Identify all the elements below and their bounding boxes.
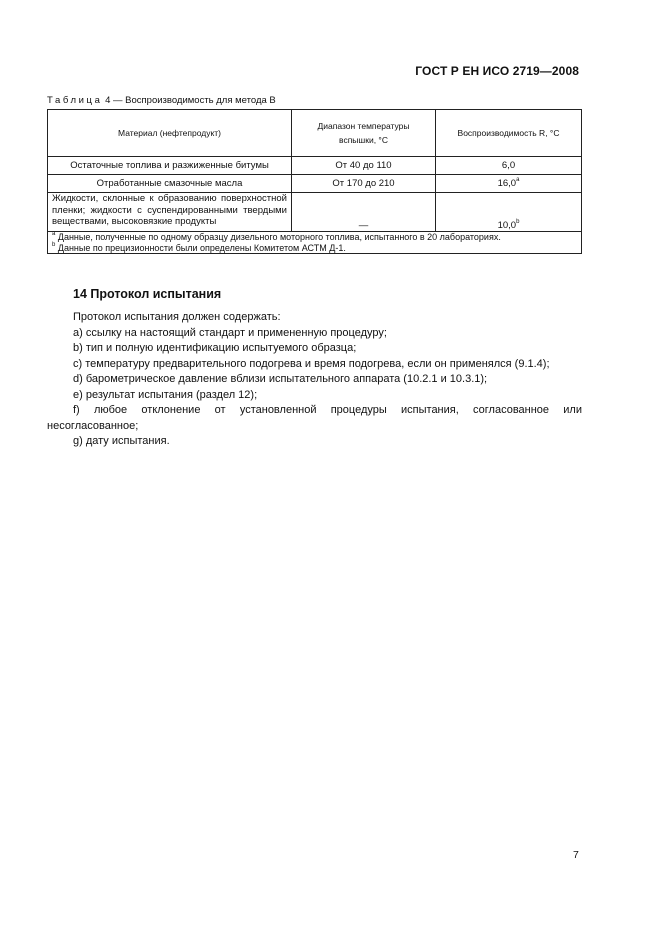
footnote-mark: a bbox=[516, 177, 520, 183]
table-note-text: Данные по прецизионности были определены Комитетом АСТМ Д-1. bbox=[57, 242, 346, 253]
list-item: b) тип и полную идентификацию испытуемого образца; bbox=[73, 342, 357, 354]
cell-reproducibility bbox=[436, 175, 582, 193]
cell-range: От 40 до 110 bbox=[292, 157, 436, 175]
cell-material: Отработанные смазочные масла bbox=[48, 175, 292, 193]
cell-value: 10,0 bbox=[497, 220, 517, 231]
cell-range: От 170 до 210 bbox=[292, 175, 436, 193]
table-note bbox=[52, 243, 577, 254]
section-title: 14 Протокол испытания bbox=[73, 287, 222, 301]
list-item: f) любое отклонение от установленной процедуры испытания, согласованное или несогласованное; bbox=[47, 404, 582, 432]
cell-reproducibility bbox=[436, 157, 582, 175]
table-header-row bbox=[48, 110, 582, 157]
table-caption bbox=[47, 95, 276, 106]
table-row bbox=[48, 157, 582, 175]
table-note bbox=[52, 232, 577, 243]
list-item: c) температуру предварительного подогрева и время подогрева, если он применялся (9.1.4); bbox=[73, 357, 550, 370]
cell-material: Жидкости, склонные к образованию поверхностной пленки; жидкости с суспендированными твердыми веществами, высоковязкие продукты bbox=[48, 193, 292, 232]
col-header-reproducibility-text: Воспроизводимость R, °С bbox=[457, 128, 560, 138]
footnote-mark: b bbox=[516, 219, 520, 225]
cell-reproducibility bbox=[436, 193, 582, 232]
table-notes bbox=[48, 232, 582, 254]
page-number: 7 bbox=[573, 849, 579, 861]
table-row bbox=[48, 193, 582, 232]
reproducibility-table bbox=[47, 109, 582, 254]
list-item: d) барометрическое давление вблизи испытательного аппарата (10.2.1 и 10.3.1); bbox=[73, 373, 488, 385]
cell-value: 16,0 bbox=[497, 178, 517, 189]
table-note-text: Данные, полученные по одному образцу дизельного моторного топлива, испытанного в 20 лабораториях. bbox=[57, 232, 501, 242]
cell-value: 6,0 bbox=[501, 160, 516, 171]
document-code: ГОСТ Р ЕН ИСО 2719—2008 bbox=[415, 64, 579, 78]
footnote-mark: a bbox=[52, 231, 56, 237]
cell-range: — bbox=[292, 193, 436, 232]
col-header-range-line1: Диапазон температуры bbox=[317, 121, 410, 131]
table-notes-row bbox=[48, 232, 582, 254]
table-row bbox=[48, 175, 582, 193]
col-header-material: Материал (нефтепродукт) bbox=[48, 110, 292, 157]
section-intro: Протокол испытания должен содержать: bbox=[73, 311, 281, 323]
section-body bbox=[47, 310, 582, 450]
list-item: e) результат испытания (раздел 12); bbox=[73, 388, 258, 401]
col-header-reproducibility bbox=[436, 110, 582, 157]
list-item: a) ссылку на настоящий стандарт и примененную процедуру; bbox=[73, 326, 387, 339]
table-caption-title: 4 — Воспроизводимость для метода В bbox=[102, 95, 276, 106]
table-caption-prefix: Таблица bbox=[47, 95, 103, 106]
list-item: g) дату испытания. bbox=[73, 435, 170, 447]
cell-material: Остаточные топлива и разжиженные битумы bbox=[48, 157, 292, 175]
footnote-mark: b bbox=[52, 241, 56, 248]
col-header-range-line2: вспышки, °С bbox=[339, 135, 388, 145]
col-header-range bbox=[292, 110, 436, 157]
